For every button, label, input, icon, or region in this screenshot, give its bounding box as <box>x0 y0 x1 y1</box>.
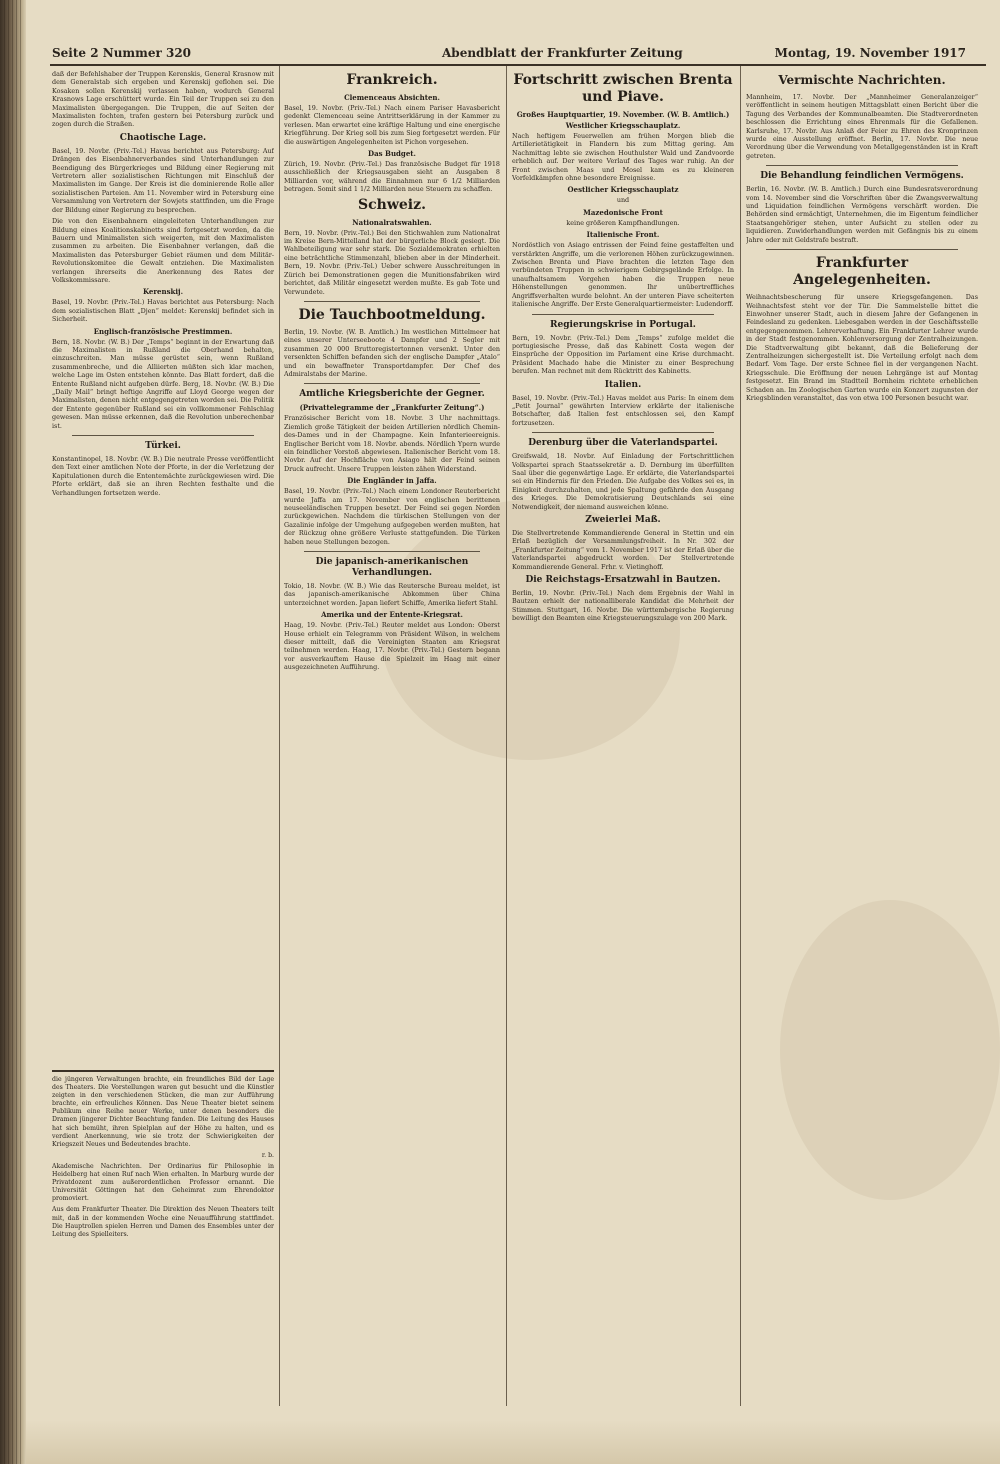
newspaper-title: Abendblatt der Frankfurter Zeitung <box>442 46 683 60</box>
article-text: Haag, 19. Novbr. (Priv.-Tel.) Reuter meldet aus London: Oberst House erhielt ein Telegramm von Präsident Wilson, in welchem dieser mitteilt, daß die Vereinigten Staaten am Kriegsrat teilnehmen werden. Haag, 17. Novbr. (Priv.-Tel.) Gestern begann vor ausverkauftem Hause die Spielzeit im Haag mit einer ausgezeichneten Aufführung. <box>284 621 500 672</box>
page-edges <box>4 0 24 1464</box>
article-heading: Kerenskij. <box>142 287 184 297</box>
page-bottom-margin <box>26 1420 1000 1464</box>
article-text: Berlin, 16. Novbr. (W. B. Amtlich.) Durch eine Bundesratsverordnung vom 14. November sind die Vorschriften über die Zwangsverwaltung und Liquidation feindlichen Vermögens verschärft worden. Die Behörden sind ermächtigt, Unternehmen, die im Eigentum feindlicher Staatsangehöriger stehen, unter Aufsicht zu stellen oder zu liquidieren. Zuwiderhandlungen werden mit Gefängnis bis zu einem Jahre oder mit Geldstrafe bestraft. <box>746 185 978 244</box>
article-heading: Die Behandlung feindlichen Vermögens. <box>760 171 964 182</box>
article-text: Bern, 18. Novbr. (W. B.) Der „Temps“ beginnt in der Erwartung daß die Maximalisten in Rußland die Oberhand behalten, einzuschreiten. Man müsse gerüstet sein, wenn Rußland zusammenbreche, und die Alliierten müßten sich klar machen, welche Lage im Osten entstehen könnte. Das Blatt fordert, daß die Entente Rußland nicht aufgeben dürfe. Berg, 18. Novbr. (W. B.) Die „Daily Mail“ bringt heftige Angriffe auf Lloyd George wegen der Maximalisten, denen nicht entgegengetreten worden sei. Die Politik der Entente gegenüber Rußland sei ein vollkommener Fehlschlag gewesen. Man müsse erkennen, daß die Revolution unberechenbar ist. <box>52 337 274 430</box>
article-heading: Regierungskrise in Portugal. <box>550 319 696 330</box>
article-subheading: Amerika und der Entente-Kriegsrat. <box>321 610 463 620</box>
article-text: Basel, 19. Novbr. (Priv.-Tel.) Havas berichtet aus Petersburg: Nach dem sozialistischen Blatt „Djen“ meldet: Kerenskij befindet sich in Sicherheit. <box>52 298 274 324</box>
running-head <box>32 46 984 66</box>
article-subheading: Die Engländer in Jaffa. <box>347 476 437 486</box>
article-heading: Zweierlei Maß. <box>585 515 661 525</box>
article-text: Bern, 19. Novbr. (Priv.-Tel.) Dem „Temps“ zufolge meldet die portugiesische Presse, daß das Kabinett Costa wegen der Einsprüche der Opposition im Parlament eine Krise durchmacht. Präsident Machado habe die Minister zu einer Besprechung berufen. Man rechnet mit dem Rücktritt des Kabinetts. <box>512 333 734 376</box>
article-text: Nach heftigem Feuerwellen am frühen Morgen blieb die Artillerietätigkeit in Flandern bis zum Mittag gering. Am Nachmittag lebte sie zwischen Houthulster Wald und Zandvoorde erheblich auf. Der weitere Verlauf des Tages war ruhig. An der Front zwischen Maas und Mosel kam es zu kleineren Vorfeldkämpfen ohne besondere Ereignisse. <box>512 132 734 183</box>
article-subheading: Clemenceaus Absichten. <box>344 93 440 102</box>
column-4 <box>746 70 978 1410</box>
article-text: Französischer Bericht vom 18. Novbr. 3 Uhr nachmittags. Ziemlich große Tätigkeit der beiden Artillerien nördlich Chemin-des-Dames und in der Champagne. Kein Infanterieereignis. Englischer Bericht vom 18. Novbr. abends. Nördlich Ypern wurde ein feindlicher Vorstoß abgewiesen. Italienischer Bericht vom 18. Novbr. Auf der Hochfläche von Asiago hält der Feind seinen Druck aufrecht. Unsere Truppen leisten zähen Widerstand. <box>284 414 500 473</box>
article-text: Basel, 19. Novbr. (Priv.-Tel.) Havas berichtet aus Petersburg: Auf Drängen des Eisenbahnerverbandes sind Unterhandlungen zur Beendigung des Bürgerkrieges und Bildung einer Regierung mit Vertretern aller sozialistischen Richtungen mit Einschluß der Maximalisten im Gange. Der Kreis ist die dominierende Rolle aller sozialistischen Parteien. Am 11. November wird in Petersburg eine Versammlung von Vertretern der Sowjets stattfinden, um die Frage der Bildung einer Regierung zu besprechen. <box>52 146 274 214</box>
article-heading: Frankfurter Angelegenheiten. <box>793 255 931 289</box>
article-subheading: Oestlicher Kriegsschauplatz <box>567 185 679 195</box>
article-text: Zürich, 19. Novbr. (Priv.-Tel.) Das französische Budget für 1918 ausschließlich der Kriegsausgaben sieht an Ausgaben 8 Milliarden vor, während die Einnahmen nur 6 1/2 Milliarden betragen. Somit sind 1 1/2 Milliarden neue Steuern zu schaffen. <box>284 160 500 194</box>
article-subheading: (Privattelegramme der „Frankfurter Zeitung“.) <box>299 403 485 413</box>
column-rule <box>506 66 507 1406</box>
column-2 <box>284 70 500 1410</box>
article-text: Bern, 19. Novbr. (Priv.-Tel.) Bei den Stichwahlen zum Nationalrat im Kreise Bern-Mittelland hat der bürgerliche Block gesiegt. Die Wahlbeteiligung war sehr stark. Die Sozialdemokraten erhielten eine beträchtliche Stimmenzahl, blieben aber in der Minderheit. Bern, 19. Novbr. (Priv.-Tel.) Ueber schwere Ausschreitungen in Zürich bei Demonstrationen gegen die Munitionsfabriken wird berichtet, daß Militär eingesetzt werden mußte. Es gab Tote und Verwundete. <box>284 228 500 296</box>
feuilleton-rule <box>52 1070 274 1072</box>
article-text: Konstantinopel, 18. Novbr. (W. B.) Die neutrale Presse veröffentlicht den Text einer amtlichen Note der Pforte, in der die Verletzung der Kapitulationen durch die Ententemächte zurückgewiesen wird. Die Pforte erklärt, daß sie an ihren Rechten festhalte und die Verhandlungen fortsetzen werde. <box>52 455 274 497</box>
article-text: Basel, 19. Novbr. (Priv.-Tel.) Nach einem Pariser Havasbericht gedenkt Clemenceau seine Antrittserklärung in der Kammer zu verlesen. Man erwartet eine kräftige Haltung und eine energische Kriegführung. Der Krieg soll bis zum Sieg fortgesetzt werden. Für die auswärtigen Angelegenheiten ist Pichon vorgesehen. <box>284 104 500 146</box>
issue-date: Montag, 19. November 1917 <box>774 46 966 60</box>
article-subheading: Italienische Front. <box>586 230 660 240</box>
page-number: Seite 2 Nummer 320 <box>52 46 192 60</box>
article-heading: Frankreich. <box>346 72 438 88</box>
article-text: keine größeren Kampfhandlungen. <box>566 218 680 227</box>
article-text: Weihnachtsbescherung für unsere Kriegsgefangenen. Das Weihnachtsfest steht vor der Tür. Die Sammelstelle bittet die Einwohner unserer Stadt, auch in diesem Jahre der Gefangenen in Feindesland zu gedenken. Liebesgaben werden in der Geschäftsstelle entgegengenommen. Lehrerverhaftung. Ein Frankfurter Lehrer wurde in der Stadt festgenommen. Kohlenversorgung der Zentralheizungen. Die Stadtverwaltung gibt bekannt, daß die Belieferung der Zentralheizungen sichergestellt ist. Die Verteilung erfolgt nach dem Bedarf. Vom Tage. Der erste Schnee fiel in der vergangenen Nacht. Kriegsschule. Die Eröffnung der neuen Lehrgänge ist auf Montag festgesetzt. Ein Brand im Stadtteil Bornheim richtete erheblichen Schaden an. Im Zoologischen Garten wurde ein Konzert zugunsten der Kriegsblinden veranstaltet, das von etwa 100 Personen besucht war. <box>746 293 978 402</box>
article-text: Tokio, 18. Novbr. (W. B.) Wie das Reutersche Bureau meldet, ist das japanisch-amerikanische Abkommen über China unterzeichnet worden. Japan liefert Schiffe, Amerika liefert Stahl. <box>284 582 500 607</box>
article-heading: Amtliche Kriegsberichte der Gegner. <box>299 389 485 400</box>
column-3 <box>512 70 734 1410</box>
article-text: Basel, 19. Novbr. (Priv.-Tel.) Nach einem Londoner Reuterbericht wurde Jaffa am 17. November von englischen berittenen neuseeländischen Truppen besetzt. Der Feind sei gegen Norden zurückgewichen. Nachdem die türkischen Stellungen von der Gazalinie infolge der Umgehung aufgegeben werden mußten, hat der Rückzug ohne größere Verluste stattgefunden. Die Türken haben neue Stellungen bezogen. <box>284 487 500 546</box>
article-subheading: Westlicher Kriegsschauplatz. <box>565 121 681 130</box>
column-rule <box>279 66 280 1406</box>
column-rule <box>740 66 741 1406</box>
article-heading: Englisch-französische Prestimmen. <box>93 326 233 336</box>
article-heading: Italien. <box>604 379 642 390</box>
feuilleton-text: die jüngeren Verwaltungen brachte, ein freundliches Bild der Lage des Theaters. Die Vorstellungen waren gut besucht und die Künstler zeigten in den verschiedenen Stücken, die man zur Aufführung brachte, ein erfreuliches Können. Das Neue Theater bietet seinem Publikum eine Reihe neuer Werke, unter denen besonders die Dramen jüngerer Dichter Beachtung fanden. Die Leitung des Hauses hat sich bemüht, ihren Spielplan auf der Höhe zu halten, und es verdient Anerkennung, wie sie trotz der Schwierigkeiten der Kriegszeit Neues und Bedeutendes brachte. <box>52 1076 274 1148</box>
article-text: daß der Befehlshaber der Truppen Kerenskis, General Krasnow mit dem Generalstab sich ergeben und Kerenskij geflohen sei. Die Kosaken sollen Kerenskij verlassen haben, wodurch General Krasnows Lage erschüttert wurde. Ein Teil der Truppen sei zu den Maximalisten übergegangen. Die Truppen, die auf Seiten der Maximalisten fochten, trafen gestern bei Petersburg zurück und zogen durch die Straßen. <box>52 70 274 129</box>
feuilleton-signature: r. b. <box>261 1151 274 1159</box>
article-text: Greifswald, 18. Novbr. Auf Einladung der Fortschrittlichen Volkspartei sprach Staatssekretär a. D. Dernburg im überfüllten Saal über die gegenwärtige Lage. Er erklärte, die Vaterlandspartei sei ein Hindernis für den Frieden. Die Aufgabe des Volkes sei es, in Einigkeit durchzuhalten, und jede Spaltung gefährde den Ausgang des Krieges. Die Demokratisierung Deutschlands sei eine Notwendigkeit, der niemand ausweichen könne. <box>512 452 734 511</box>
divider <box>304 301 480 302</box>
article-text: Berlin, 19. Novbr. (Priv.-Tel.) Nach dem Ergebnis der Wahl in Bautzen erhielt der nationalliberale Kandidat die Mehrheit der Stimmen. Stuttgart, 16. Novbr. Die württembergische Regierung bewilligt den Beamten eine Kriegsteuerungszulage von 200 Mark. <box>512 589 734 623</box>
article-text: und <box>616 196 630 205</box>
divider <box>766 249 958 250</box>
feuilleton-note: Akademische Nachrichten. Der Ordinarius für Philosophie in Heidelberg hat einen Ruf nach Wien erhalten. In Marburg wurde der Privatdozent zum außerordentlichen Professor ernannt. Die Universität Göttingen hat den Geheimrat zum Ehrendoktor promoviert. <box>52 1162 274 1203</box>
feuilleton <box>52 1076 274 1386</box>
header-rule <box>50 64 986 66</box>
article-heading: Türkei. <box>145 441 181 452</box>
article-subheading: Großes Hauptquartier, 19. November. (W. B. Amtlich.) <box>516 110 730 119</box>
divider <box>72 435 254 436</box>
divider <box>532 432 714 433</box>
divider <box>304 383 480 384</box>
divider <box>532 314 714 315</box>
article-heading: Vermischte Nachrichten. <box>778 73 946 87</box>
column-1 <box>52 70 274 1070</box>
article-text: Basel, 19. Novbr. (Priv.-Tel.) Havas meldet aus Paris: In einem dem „Petit Journal“ gewährten Interview erklärte der italienische Botschafter, daß Italien fest entschlossen sei, den Kampf fortzusetzen. <box>512 393 734 427</box>
article-text: Mannheim, 17. Novbr. Der „Mannheimer Generalanzeiger“ veröffentlicht in seinem heutigen Mittagsblatt einen Bericht über die Tagung des Verbandes der Kommunalbeamten. Die Stadtverordneten beschlossen die Errichtung eines Ehrenmals für die Gefallenen. Karlsruhe, 17. Novbr. Aus Anlaß der Feier zu Ehren des Kronprinzen wurde eine Ausstellung eröffnet. Berlin, 17. Novbr. Die neue Verordnung über die Verwendung von Metallgegenständen ist in Kraft getreten. <box>746 93 978 160</box>
article-heading: Schweiz. <box>358 196 426 213</box>
article-text: Nordöstlich von Asiago entrissen der Feind feine gestaffelten und verstärkten Angriffe, um die verlorenen Höhen zurückzugewinnen. Zwischen Brenta und Piave brachten die letzten Tage den verbündeten Truppen in schwierigem Gebirgsgelände Erfolge. In unaufhaltsamem Vorgehen haben die Truppen neue Höhenstellungen genommen. Ihr unübertreffliches Angriffsverhalten wurde belohnt. An der unteren Piave scheiterten italienische Angriffe. Der Erste Generalquartiermeister: Ludendorff. <box>512 241 734 309</box>
article-text: Die von den Eisenbahnern eingeleiteten Unterhandlungen zur Bildung eines Koalitionskabinetts sind fortgesetzt worden, da die Bauern und Minimalisten sich weigerten, mit den Maximalisten zusammen zu arbeiten. Die Eisenbahner verlangen, daß die Maximalisten das Petersburger Gebiet räumen und dem Militär-Revolutionskomitee die Gewalt entziehen. Die Maximalisten verlangen ihrerseits die Anerkennung des Rates der Volkskommissare. <box>52 217 274 284</box>
article-heading: Derenburg über die Vaterlandspartei. <box>528 438 718 449</box>
article-subheading: Nationalratswahlen. <box>352 217 432 227</box>
article-heading: Fortschritt zwischen Brenta und Piave. <box>513 72 733 105</box>
article-text: Die Stellvertretende Kommandierende General in Stettin und ein Erlaß bezüglich der Versammlungsfreiheit. In Nr. 302 der „Frankfurter Zeitung“ vom 1. November 1917 ist der Erlaß über die Vaterlandspartei abgedruckt worden. Der Stellvertretende Kommandierende General. Frhr. v. Vietinghoff. <box>512 529 734 571</box>
book-binding <box>0 0 26 1464</box>
divider <box>766 165 958 166</box>
article-heading: Die Reichstags-Ersatzwahl in Bautzen. <box>525 575 721 586</box>
divider <box>304 551 480 552</box>
article-heading: Chaotische Lage. <box>119 132 207 143</box>
article-heading: Die japanisch-amerikanischen Verhandlungen. <box>315 557 469 579</box>
article-subheading: Das Budget. <box>368 149 416 159</box>
article-subheading: Mazedonische Front <box>583 207 663 217</box>
feuilleton-note: Aus dem Frankfurter Theater. Die Direktion des Neuen Theaters teilt mit, daß in der kommenden Woche eine Neuaufführung stattfindet. Die Hauptrollen spielen Herren und Damen des Ensembles unter der Leitung des Spielleiters. <box>52 1206 274 1238</box>
article-text: Berlin, 19. Novbr. (W. B. Amtlich.) Im westlichen Mittelmeer hat eines unserer Unterseeboote 4 Dampfer und 2 Segler mit zusammen 20 000 Bruttoregistertonnen versenkt. Unter den versenkten Schiffen befanden sich der englische Dampfer „Atalo“ und ein bewaffneter Transportdampfer. Der Chef des Admiralstabs der Marine. <box>284 327 500 378</box>
article-heading: Die Tauchbootmeldung. <box>298 306 486 323</box>
